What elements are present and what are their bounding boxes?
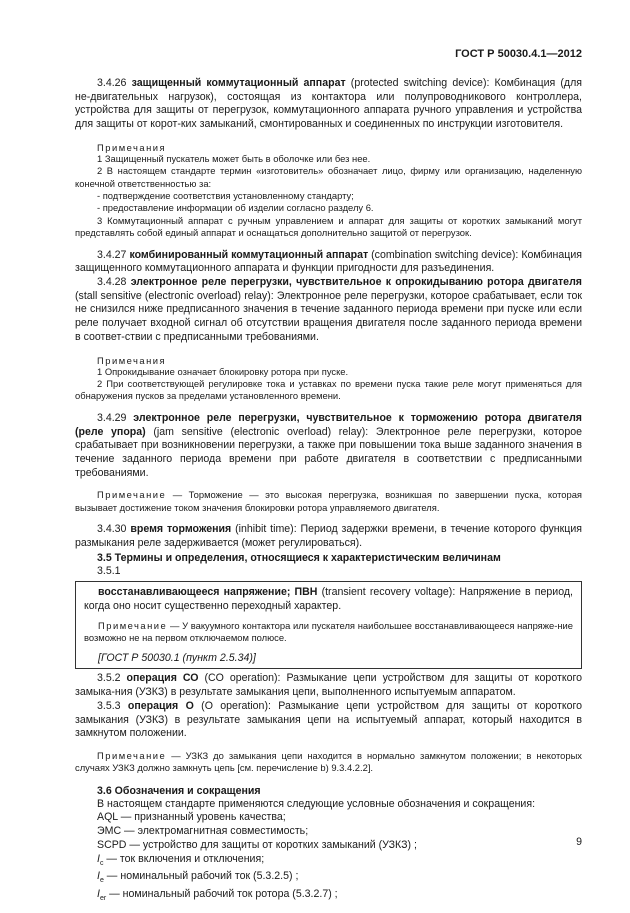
abbrev-symbol: I: [97, 852, 100, 865]
abbrev-item: [75, 811, 582, 825]
clause-number: 3.4.26: [97, 77, 127, 89]
term: восстанавливающееся напряжение; ПВН: [98, 586, 318, 599]
definition: (protected switching device): Комбинация (для не-двигательных нагрузок), состоящая из контактора или полупроводникового контроллера, устройства для защиты от перегрузок, коммутационного аппарата ручного управления и устройства для защиты от корот-ких замыканий, смонтированных и соединенных по инструкции изготовителя.: [75, 77, 582, 131]
definition: (combination switching device): Комбинация защищенного коммутационного аппарата и функции пригодности для разъединения.: [75, 248, 582, 275]
reference: [ГОСТ Р 50030.1 (пункт 2.5.34)]: [98, 652, 256, 665]
note: [84, 620, 573, 645]
abbrev-text: — номинальный рабочий ток ротора (5.3.2.7) ;: [106, 888, 338, 901]
term: комбинированный коммутационный аппарат: [129, 248, 369, 261]
abbrev-subscript: c: [99, 859, 104, 867]
definition: (jam sensitive (electronic overload) relay): Электронное реле перегрузки, которое срабатывает при возникновении перегрузки, а также при повышении тока выше заданного значения в течение заданного периода времени при работе двигателя в соответствии с предписанными требованиями.: [75, 425, 582, 479]
definition: (O operation): Размыкание цепи устройством для защиты от короткого замыкания (УЗКЗ) в результате замыкания цепи на испытуемый аппарат, который находится в замкнутом положении.: [75, 699, 582, 740]
abbrev-text: — номинальный рабочий ток (5.3.2.5) ;: [103, 870, 299, 883]
note-text: — У вакуумного контактора или пускателя наибольшее восстанавливающееся напряже-ние возможно не на первом отключаемом полюсе.: [84, 619, 573, 644]
clause-3-4-26: [75, 77, 582, 132]
page-body: [75, 77, 582, 906]
section-intro: В настоящем стандарте применяются следующие условные обозначения и сокращения:: [97, 797, 536, 810]
clause-3-5-1: [84, 586, 573, 613]
clause-number: 3.5.3: [97, 699, 121, 712]
note-label: Примечание: [98, 619, 168, 631]
note-item: 1 Опрокидывание означает блокировку ротора при пуске.: [97, 365, 349, 377]
note-label: Примечание: [97, 749, 167, 761]
clause-3-4-30: [75, 523, 582, 550]
section-heading-3-6: 3.6 Обозначения и сокращения: [97, 784, 261, 797]
abbrev-text: — ток включения и отключения;: [103, 852, 265, 865]
clause-3-4-27: [75, 249, 582, 276]
note-text: — Торможение — это высокая перегрузка, возникшая по завершении пуска, которая вызывает достижение током значения блокировки ротора управляемого двигателя.: [75, 489, 582, 513]
clause-number: 3.5.2: [97, 672, 121, 685]
term: время торможения: [130, 523, 232, 536]
clause-number: 3.4.28: [97, 276, 127, 289]
abbrev-item: [75, 870, 582, 888]
term: электронное реле перегрузки, чувствительное к торможению ротора двигателя (реле упора): [75, 411, 582, 438]
note-item: - предоставление информации об изделии согласно разделу 6.: [97, 202, 374, 214]
note-item: 2 В настоящем стандарте термин «изготовитель» обозначает лицо, фирму или организацию, наделенную конечной ответственностью за:: [75, 165, 582, 189]
clause-number: 3.4.29: [97, 411, 127, 424]
clause-number-3-5-1: 3.5.1: [97, 564, 121, 577]
clause-number: 3.4.30: [97, 523, 127, 536]
abbrev-text: — признанный уровень качества;: [117, 811, 286, 824]
definition: (stall sensitive (electronic overload) relay): Электронное реле перегрузки, которое срабатывает, если ток не снизился ниже предписанного значения в течение заданного периода времени при пуске или если реле получает входной сигнал об отсутствии вращения двигателя после заданного периода времени в соответ-ствии с предписанными требованиями.: [75, 289, 582, 343]
definition: (inhibit time): Период задержки времени, в течение которого функция размыкания реле задерживается (может регулироваться).: [75, 523, 582, 549]
definition: (transient recovery voltage): Напряжение в период, когда оно носит существенно переходный характер.: [84, 586, 573, 612]
document-id: ГОСТ Р 50030.4.1—2012: [455, 48, 582, 60]
clause-3-4-29: [75, 412, 582, 481]
notes-title: Примечания: [97, 141, 167, 153]
term: операция О: [127, 699, 194, 712]
abbrev-item: [75, 839, 582, 853]
abbrev-symbol: ЭМС: [97, 825, 122, 838]
abbrev-item: [75, 825, 582, 839]
abbrev-subscript: er: [99, 895, 107, 903]
note-label: Примечание: [97, 489, 167, 501]
abbrev-item: [75, 888, 582, 906]
abbrev-item: [75, 853, 582, 871]
term: электронное реле перегрузки, чувствительное к опрокидыванию ротора двигателя: [130, 276, 582, 289]
abbrev-symbol: SCPD: [97, 838, 127, 851]
abbrev-symbol: I: [97, 888, 100, 901]
section-heading-3-5: 3.5 Термины и определения, относящиеся к характеристическим величинам: [97, 551, 501, 564]
note-item: - подтверждение соответствия установленному стандарту;: [97, 190, 354, 202]
note-item: 2 При соответствующей регулировке тока и уставках по времени пуска такие реле могут применяться для обнаружения пусков за пределами установленного времени.: [75, 377, 582, 402]
note-item: 1 Защищенный пускатель может быть в оболочке или без нее.: [97, 152, 371, 164]
note-text: — УЗКЗ до замыкания цепи находится в нормально замкнутом положении; в некоторых случаях УЗКЗ должно замкнуть цепь [см. перечисление b) 9.3.4.2.2].: [75, 749, 582, 774]
note-item: 3 Коммутационный аппарат с ручным управлением и аппарат для защиты от коротких замыканий могут представлять собой единый аппарат и оснащаться дополнительно защитой от перегрузок.: [75, 214, 582, 239]
term: защищенный коммутационный аппарат: [131, 77, 346, 89]
abbrev-symbol: I: [97, 870, 100, 883]
clause-3-5-2: [75, 672, 582, 699]
abbrev-text: — устройство для защиты от коротких замыканий (УЗКЗ) ;: [126, 838, 417, 851]
notes-title: Примечания: [97, 354, 167, 366]
term: операция СО: [126, 672, 199, 685]
abbrev-subscript: e: [99, 877, 104, 885]
definition: (CO operation): Размыкание цепи устройством для защиты от короткого замыка-ния (УЗКЗ) в результате замыкания цепи, выполненного испытуемым аппаратом.: [75, 672, 582, 699]
clause-3-4-28: [75, 276, 582, 345]
note: [75, 750, 582, 775]
clause-number: 3.4.27: [97, 248, 127, 261]
clause-3-5-3: [75, 700, 582, 741]
quoted-definition-box: [75, 581, 582, 669]
page-number: 9: [576, 836, 582, 848]
abbrev-symbol: AQL: [97, 811, 118, 824]
abbrev-text: — электромагнитная совместимость;: [121, 825, 309, 838]
note: [75, 489, 582, 514]
